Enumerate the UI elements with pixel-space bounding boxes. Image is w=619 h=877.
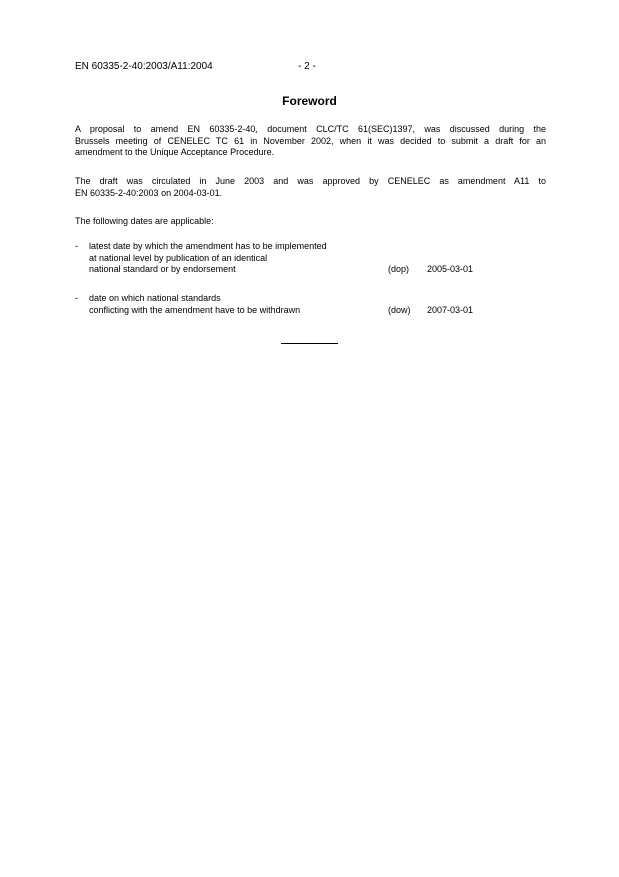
- paragraph-line: The following dates are applicable:: [75, 216, 214, 226]
- list-bullet: -: [75, 293, 78, 303]
- date-value: 2005-03-01: [427, 264, 474, 274]
- paragraph-line: Brussels meeting of CENELEC TC 61 in November 2002, when it was decided to submit a draft for an: [75, 135, 546, 146]
- date-item-dop: [75, 241, 555, 281]
- date-abbreviation: (dop): [388, 264, 410, 274]
- paragraph-line: The draft was circulated in June 2003 and was approved by CENELEC as amendment A11 to: [75, 176, 546, 186]
- paragraph-approval: [75, 176, 546, 199]
- page-number: - 2 -: [298, 61, 316, 72]
- section-title: Foreword: [282, 94, 337, 108]
- date-item-line: at national level by publication of an identical: [89, 252, 268, 263]
- date-value: 2007-03-01: [427, 304, 474, 315]
- date-item-line: date on which national standards: [89, 293, 221, 303]
- section-end-rule: [281, 343, 338, 344]
- paragraph-line: amendment to the Unique Acceptance Procedure.: [75, 147, 275, 157]
- date-item-line: national standard or by endorsement: [89, 264, 236, 274]
- paragraph-line: EN 60335-2-40:2003 on 2004-03-01.: [75, 187, 223, 198]
- list-bullet: -: [75, 241, 78, 251]
- date-item-dow: [75, 293, 555, 321]
- paragraph-proposal: [75, 124, 546, 159]
- paragraph-line: A proposal to amend EN 60335-2-40, document CLC/TC 61(SEC)1397, was discussed during the: [75, 124, 546, 134]
- document-identifier: EN 60335-2-40:2003/A11:2004: [75, 61, 213, 72]
- date-item-line: conflicting with the amendment have to be withdrawn: [89, 304, 301, 315]
- date-abbreviation: (dow): [388, 304, 411, 315]
- paragraph-dates-intro: [75, 216, 546, 228]
- date-item-line: latest date by which the amendment has to be implemented: [89, 241, 327, 251]
